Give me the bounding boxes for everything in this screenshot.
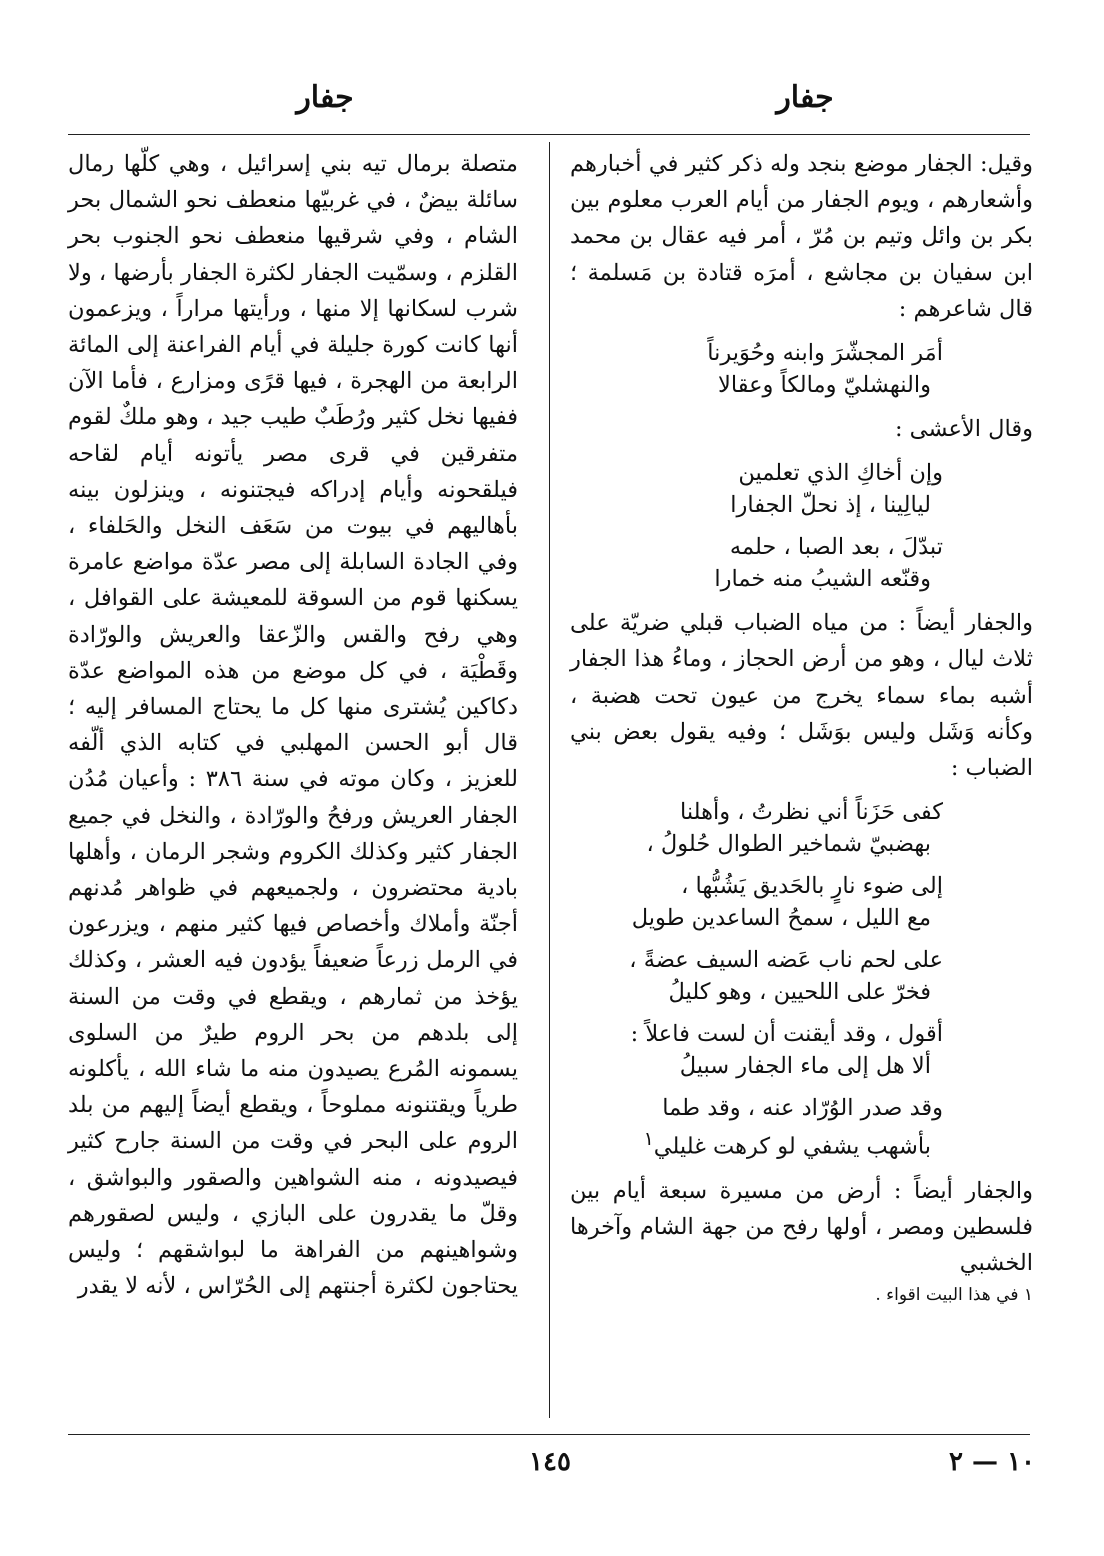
verse-line: إلى ضوء نارٍ بالحَديق يَشُبُّها ،	[681, 873, 943, 900]
verse-text: بأشهب يشفي لو كرهت غليلي	[653, 1133, 931, 1160]
verse-line: والنهشليّ ومالكاً وعقالا	[718, 372, 931, 399]
paragraph: متصلة برمال تيه بني إسرائيل ، وهي كلّها رمال سائلة بيضٌ ، في غربيّها منعطف نحو الشمال بحر الشام ، وفي شرقيها منعطف نحو الجنوب بحر القلزم ، وسمّيت الجفار لكثرة الجفار بأرضها ، ولا شرب لسكانها إلا منها ، ورأيتها مراراً ، ويزعمون أنها كانت كورة جليلة في أيام الفراعنة إلى المائة الرابعة من الهجرة ، فيها قرًى ومزارع ، فأما الآن ففيها نخل كثير ورُطَبٌ طيب جيد ، وهو ملكٌ لقوم متفرقين في قرى مصر يأتونه أيام لقاحه فيلقحونه وأيام إدراكه فيجتنونه ، وينزلون بينه بأهاليهم في بيوت من سَعَف النخل والحَلفاء ، وفي الجادة السابلة إلى مصر عدّة مواضع عامرة يسكنها قوم من السوقة للمعيشة على القوافل ، وهي رفح والقس والزّعقا والعريش والورّادة وقَطْيَة ، في كل موضع من هذه المواضع عدّة دكاكين يُشترى منها كل ما يحتاج المسافر إليه ؛ قال أبو الحسن المهلبي في كتابه الذي ألّفه للعزيز ، وكان موته في سنة ٣٨٦ : وأعيان مُدُن الجفار العريش ورفحُ والورّادة ، والنخل في جميع الجفار كثير وكذلك الكروم وشجر الرمان ، وأهلها بادية محتضرون ، ولجميعهم في ظواهر مُدنهم أجنّة وأملاك وأخصاص فيها كثير منهم ، ويزرعون في الرمل زرعاً ضعيفاً يؤدون فيه العشر ، وكذلك يؤخذ من ثمارهم ، ويقطع في وقت من السنة إلى بلدهم من بحر الروم طيرٌ من السلوى يسمونه المُرع يصيدون منه ما شاء الله ، يأكلونه طرياً ويقتنونه مملوحاً ، ويقطع أيضاً إليهم من بلد الروم على البحر في وقت من السنة جارح كثير فيصيدونه ، منه الشواهين والصقور والبواشق ، وقلّ ما يقدرون على البازي ، وليس لصقورهم وشواهينهم من الفراهة ما لبواشقهم ؛ وليس يحتاجون لكثرة أجنتهم إلى الحُرّاس ، لأنه لا يقدر	[68, 151, 518, 1300]
verse	[570, 337, 1033, 401]
verse-line: فخرّ على اللحيين ، وهو كليلُ	[668, 979, 931, 1006]
verse-line: على لحم ناب عَضه السيف عضةً ،	[629, 947, 943, 974]
verse-line: ألا هل إلى ماء الجفار سبيلُ	[679, 1053, 931, 1080]
verse-line: وإن أخاكِ الذي تعلمين	[738, 460, 943, 487]
verse-line: وقد صدر الوُرّاد عنه ، وقد طما	[662, 1095, 943, 1122]
verse	[570, 870, 1033, 934]
verse	[570, 796, 1033, 860]
verse-line: ليالِينا ، إذ نحلّ الجفارا	[730, 492, 931, 519]
footer-rule	[68, 1434, 1030, 1435]
paragraph: والجفار أيضاً : أرض من مسيرة سبعة أيام بين فلسطين ومصر ، أولها رفح من جهة الشام وآخرها الخشبي	[570, 1177, 1033, 1277]
verse	[570, 1092, 1033, 1163]
paragraph: والجفار أيضاً : من مياه الضباب قبلي ضريّة على ثلاث ليال ، وهو من أرض الحجاز ، وماءُ هذا الجفار أشبه بماء سماء يخرج من عيون تحت هضبة ، وكأنه وَشَل وليس بوَشَل ؛ وفيه يقول بعض بني الضباب :	[570, 610, 1033, 782]
paragraph: وقيل: الجفار موضع بنجد وله ذكر كثير في أخبارهم وأشعارهم ، ويوم الجفار من أيام العرب معلوم بين بكر بن وائل وتيم بن مُرّ ، أمر فيه عقال بن محمد ابن سفيان بن مجاشع ، أمرَه قتادة بن مَسلمة ؛ قال شاعرهم :	[570, 151, 1033, 322]
verse-line: مع الليل ، سمحُ الساعدين طويل	[631, 905, 931, 932]
verse-line: كفى حَزَناً أني نظرتُ ، وأهلنا	[680, 799, 943, 826]
footnote-marker: ١	[643, 1129, 654, 1151]
verse	[570, 457, 1033, 521]
running-header-right: جفار	[776, 80, 834, 115]
verse	[570, 944, 1033, 1008]
footnote: ١ في هذا البيت اقواء .	[875, 1285, 1033, 1306]
page-number: ١٤٥	[529, 1447, 571, 1477]
verse-line: بهضبيّ شماخير الطوال حُلولُ ،	[646, 831, 931, 858]
column-divider	[549, 142, 550, 1418]
header-rule	[68, 134, 1030, 135]
verse	[570, 1018, 1033, 1082]
verse	[570, 531, 1033, 595]
verse-line: تبدّلَ ، بعد الصبا ، حلمه	[729, 534, 943, 561]
verse-line: وقنّعه الشيبُ منه خمارا	[714, 566, 931, 593]
running-header-left: جفار	[296, 80, 354, 115]
verse-line	[570, 1124, 943, 1163]
verse-line: أمَر المجشّرَ وابنه وحُوَيرناً	[707, 340, 943, 367]
left-column	[68, 146, 518, 1305]
right-column	[570, 146, 1033, 1307]
signature-mark: ١٠ — ٢	[948, 1447, 1035, 1477]
paragraph: وقال الأعشى :	[894, 416, 1033, 443]
verse-line: أقول ، وقد أيقنت أن لست فاعلاً :	[630, 1021, 943, 1048]
